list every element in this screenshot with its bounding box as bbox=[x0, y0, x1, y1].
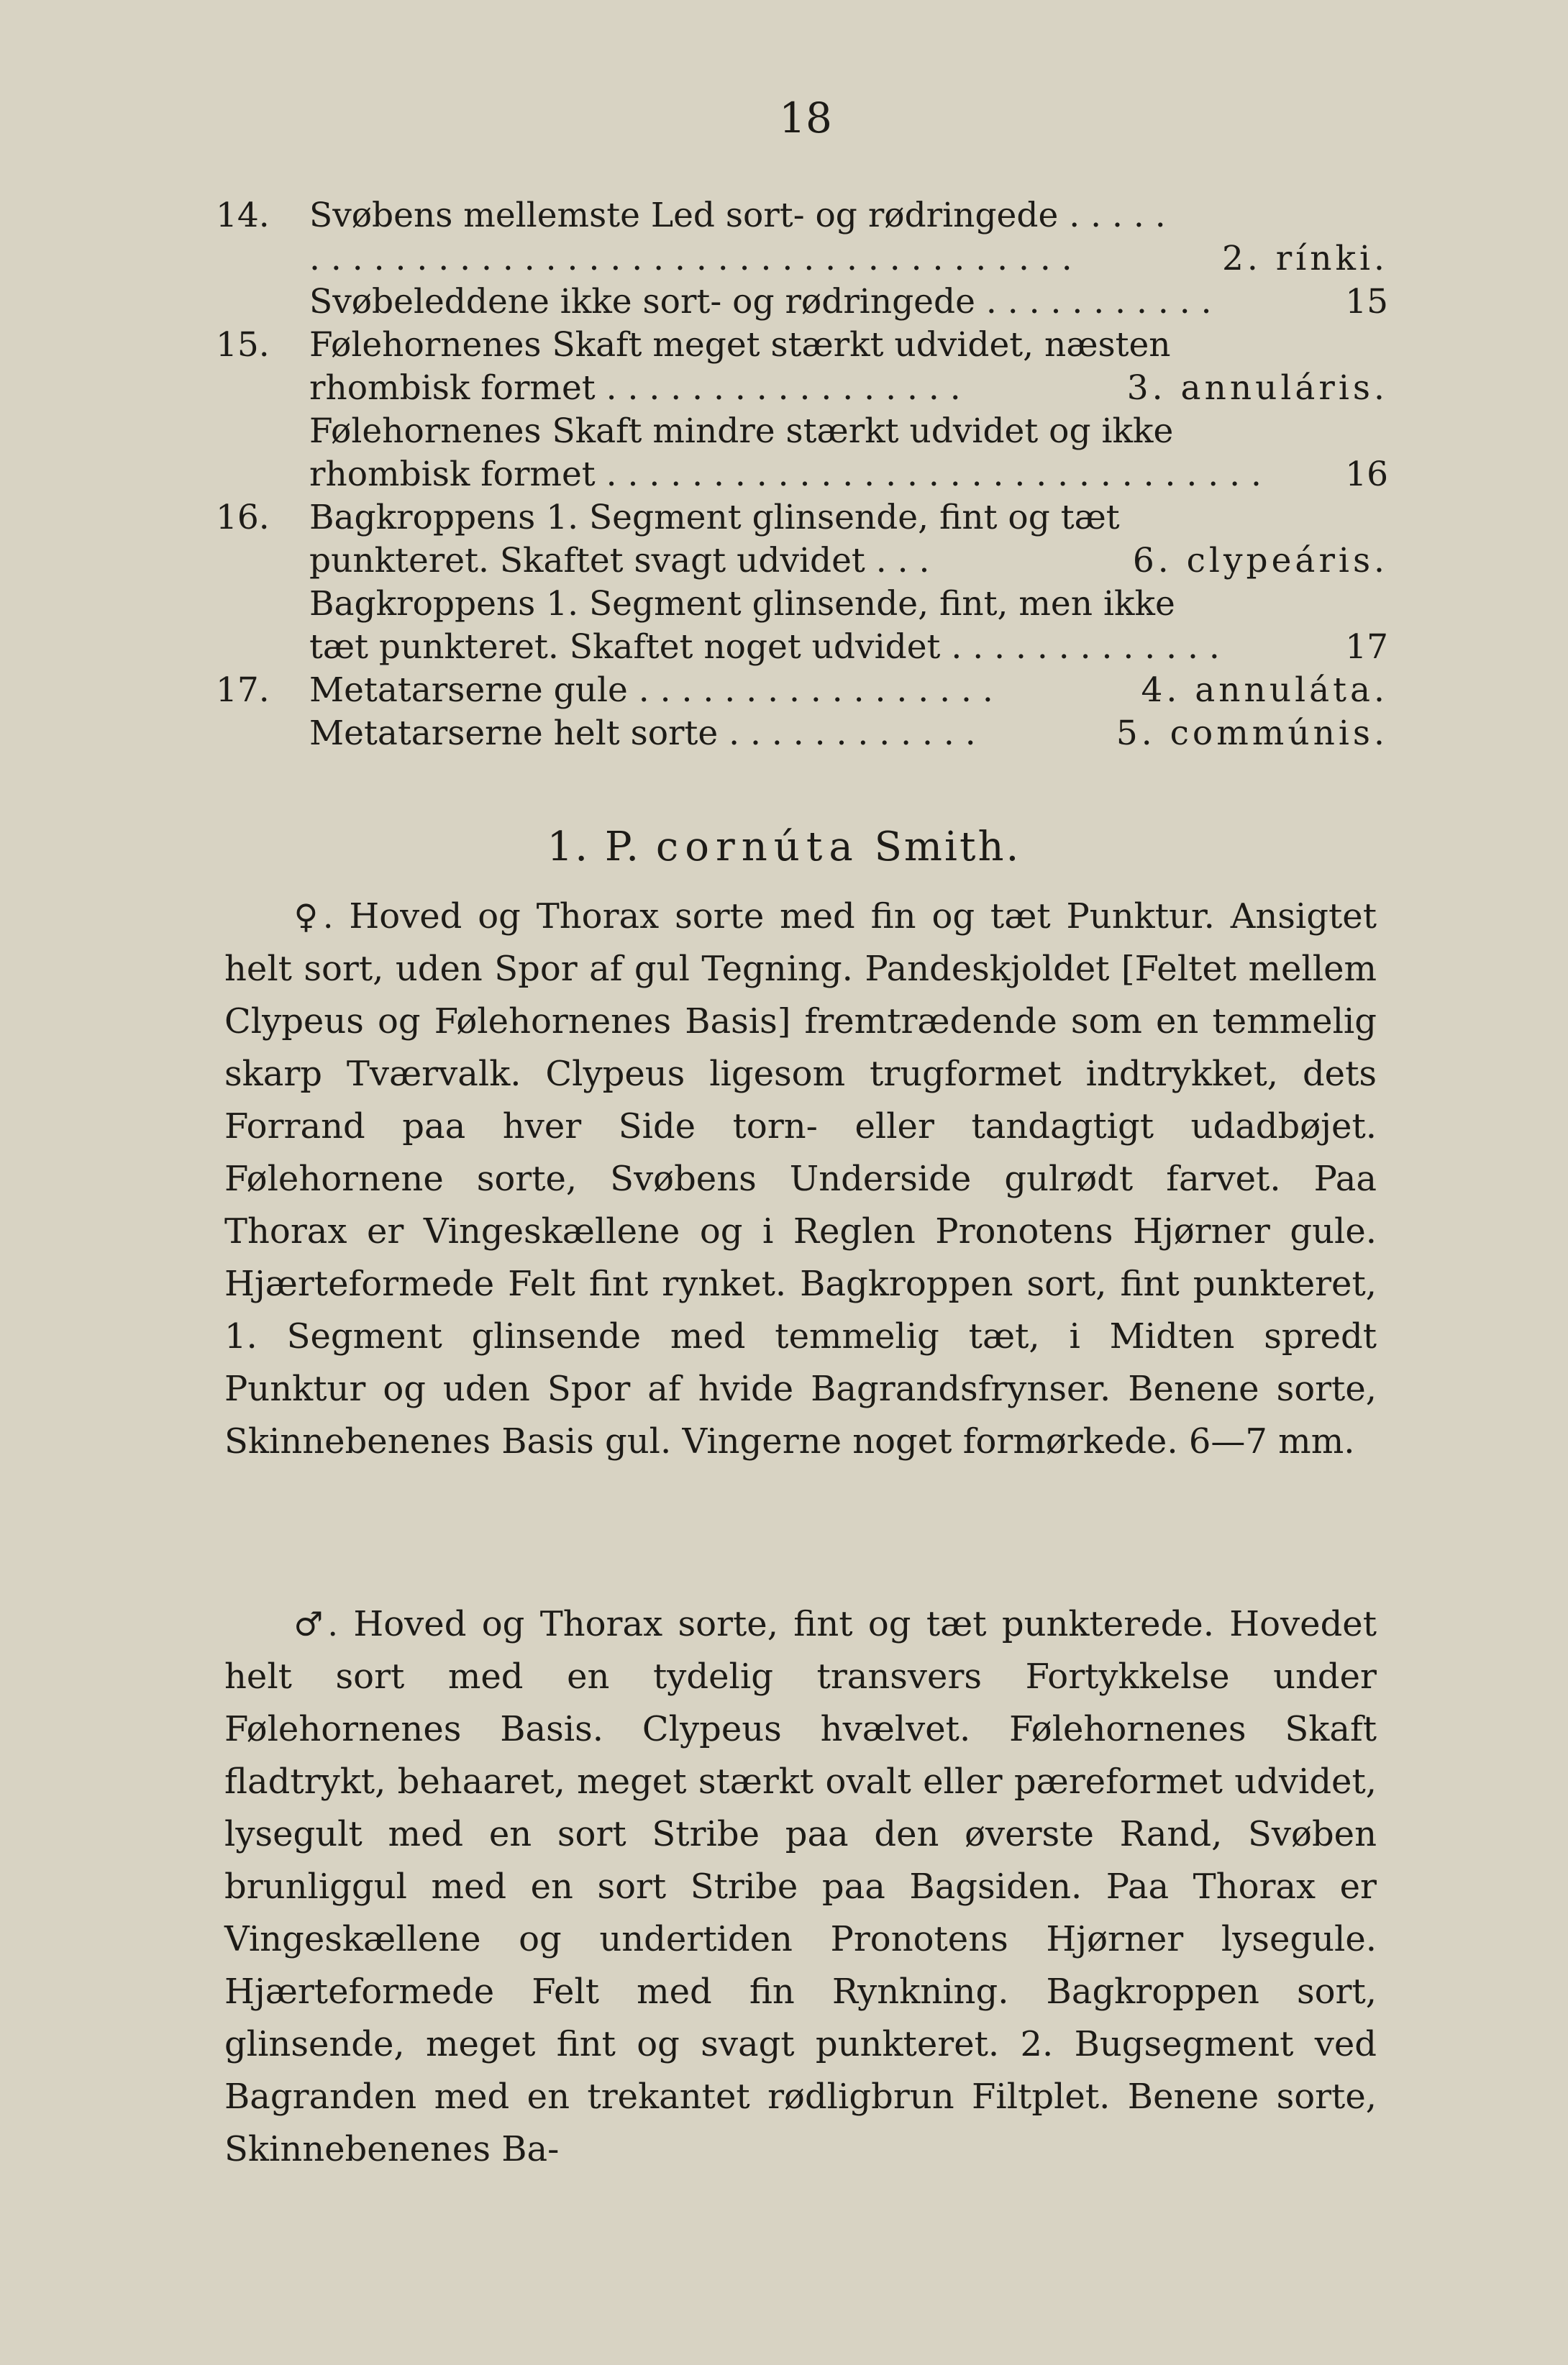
key-line bbox=[216, 539, 1388, 583]
key-line bbox=[216, 237, 1388, 281]
key-text: rhombisk formet . . . . . . . . . . . . . . . . . . . . . . . . . . . . . . . bbox=[309, 455, 1262, 494]
female-description bbox=[224, 890, 1377, 1468]
female-symbol: ♀. bbox=[289, 897, 334, 936]
species-heading bbox=[0, 824, 1568, 870]
key-text: Bagkroppens 1. Segment glinsende, fint, men ikke bbox=[309, 584, 1175, 624]
species-author: Smith. bbox=[874, 824, 1021, 870]
key-text: tæt punkteret. Skaftet noget udvidet . . . . . . . . . . . . . bbox=[309, 627, 1220, 667]
key-result: 4. annuláta. bbox=[1141, 670, 1388, 710]
key-line bbox=[216, 496, 1388, 539]
key-line bbox=[216, 324, 1388, 367]
genus-abbrev: P. bbox=[604, 824, 642, 870]
identification-key bbox=[216, 194, 1388, 755]
male-symbol: ♂. bbox=[289, 1605, 339, 1644]
female-description-text: Hoved og Thorax sorte med fin og tæt Punktur. Ansigtet helt sort, uden Spor af gul Tegning. Pandeskjoldet [Feltet mellem Clypeus og Følehornenes Basis] fremtrædende som en temmelig skarp Tværvalk. Clypeus ligesom trugformet indtrykket, dets Forrand paa hver Side torn- eller tandagtigt udadbøjet. Følehornene sorte, Svøbens Underside gulrødt farvet. Paa Thorax er Vingeskællene og i Reglen Pronotens Hjørner gule. Hjærteformede Felt fint rynket. Bagkroppen sort, fint punkteret, 1. Segment glinsende med temmelig tæt, i Midten spredt Punktur og uden Spor af hvide Bagrandsfrynser. Benene sorte, Skinnebenenes Basis gul. Vingerne noget formørkede. 6—7 mm. bbox=[224, 896, 1377, 1462]
key-result: 3. annuláris. bbox=[1126, 368, 1388, 408]
key-text: Metatarserne gule . . . . . . . . . . . . . . . . . bbox=[309, 670, 993, 710]
key-line bbox=[216, 194, 1388, 237]
key-reference: 17 bbox=[1345, 627, 1388, 667]
key-text: Bagkroppens 1. Segment glinsende, fint og tæt bbox=[309, 498, 1120, 537]
key-reference: 16 bbox=[1345, 455, 1388, 494]
key-number: 16. bbox=[216, 498, 270, 537]
key-line bbox=[216, 367, 1388, 410]
key-result: 6. clypeáris. bbox=[1132, 541, 1388, 580]
key-result: 5. commúnis. bbox=[1116, 714, 1388, 753]
key-line bbox=[216, 583, 1388, 626]
key-text: Følehornenes Skaft mindre stærkt udvidet og ikke bbox=[309, 411, 1174, 451]
key-result: 2. rínki. bbox=[1221, 239, 1388, 278]
key-line bbox=[216, 626, 1388, 669]
key-number: 15. bbox=[216, 325, 270, 365]
key-text: punkteret. Skaftet svagt udvidet . . . bbox=[309, 541, 930, 580]
key-number: 17. bbox=[216, 670, 270, 710]
key-line bbox=[216, 281, 1388, 324]
male-description-text: Hoved og Thorax sorte, fint og tæt punkterede. Hovedet helt sort med en tydelig transvers Fortykkelse under Følehornenes Basis. Clypeus hvælvet. Følehornenes Skaft fladtrykt, behaaret, meget stærkt ovalt eller pæreformet udvidet, lysegult med en sort Stribe paa den øverste Rand, Svøben brunliggul med en sort Stribe paa Bagsiden. Paa Thorax er Vingeskællene og undertiden Pronotens Hjørner lysegule. Hjærteformede Felt med fin Rynkning. Bagkroppen sort, glinsende, meget fint og svagt punkteret. 2. Bugsegment ved Bagranden med en trekantet rødligbrun Filtplet. Benene sorte, Skinnebenenes Ba- bbox=[224, 1604, 1377, 2169]
key-reference: 15 bbox=[1345, 282, 1388, 322]
male-description bbox=[224, 1598, 1377, 2176]
key-text: . . . . . . . . . . . . . . . . . . . . . . . . . . . . . . . . . . . . bbox=[309, 239, 1072, 278]
key-line bbox=[216, 669, 1388, 712]
key-text: Svøbeleddene ikke sort- og rødringede . . . . . . . . . . . bbox=[309, 282, 1212, 322]
key-text: Metatarserne helt sorte . . . . . . . . . . . . bbox=[309, 714, 976, 753]
key-line bbox=[216, 712, 1388, 755]
key-text: rhombisk formet . . . . . . . . . . . . . . . . . bbox=[309, 368, 961, 408]
page-number: 18 bbox=[779, 94, 832, 142]
species-number: 1. bbox=[547, 824, 591, 870]
key-text: Følehornenes Skaft meget stærkt udvidet, næsten bbox=[309, 325, 1171, 365]
species-name: cornúta bbox=[655, 824, 860, 870]
key-number: 14. bbox=[216, 196, 270, 235]
key-line bbox=[216, 453, 1388, 496]
key-line bbox=[216, 410, 1388, 453]
key-text: Svøbens mellemste Led sort- og rødringede . . . . . bbox=[309, 196, 1166, 235]
